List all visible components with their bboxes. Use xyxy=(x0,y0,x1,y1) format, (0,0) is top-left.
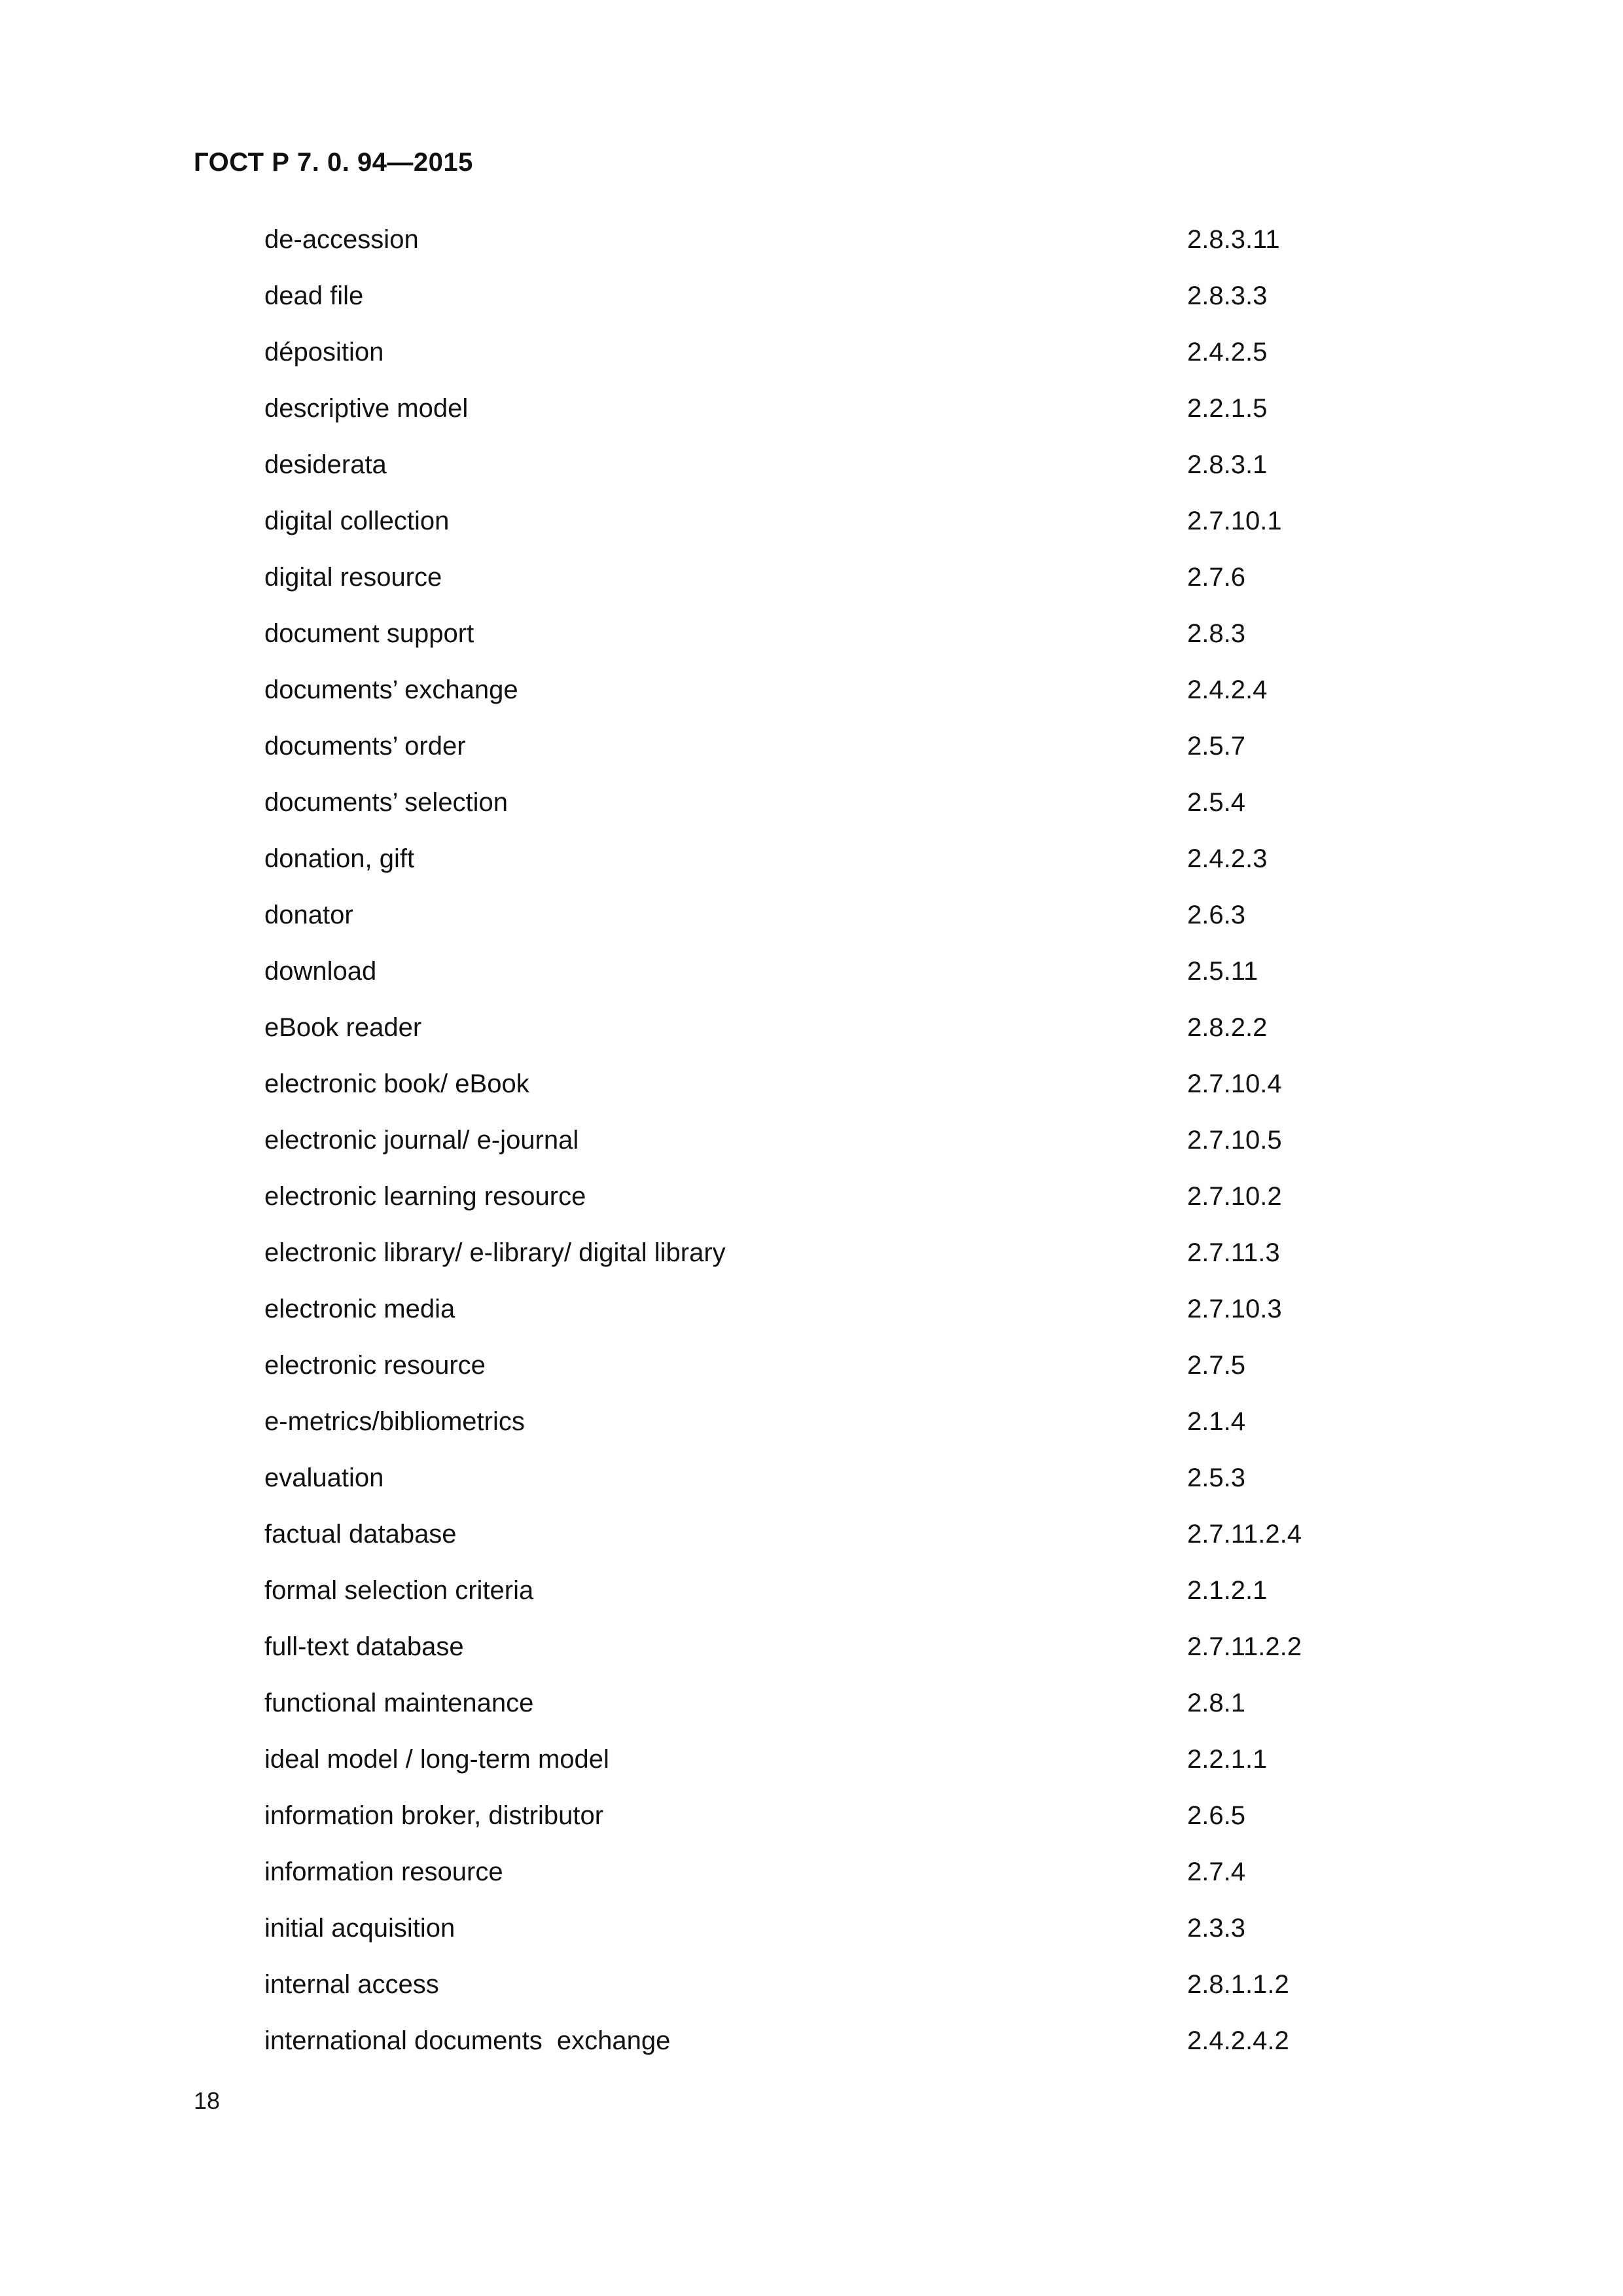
index-section-ref: 2.7.11.2.4 xyxy=(1187,1520,1302,1549)
index-entry xyxy=(264,564,1377,620)
index-section-ref: 2.5.4 xyxy=(1187,788,1245,817)
index-term-list xyxy=(264,226,1377,2084)
index-section-ref: 2.7.5 xyxy=(1187,1351,1245,1380)
index-section-ref: 2.8.1.1.2 xyxy=(1187,1970,1289,1999)
index-term: evaluation xyxy=(264,1463,384,1492)
index-entry xyxy=(264,789,1377,846)
index-term: initial acquisition xyxy=(264,1914,455,1943)
document-header: ГОСТ Р 7. 0. 94—2015 xyxy=(194,148,473,177)
index-entry xyxy=(264,452,1377,508)
index-term: e-metrics/bibliometrics xyxy=(264,1407,525,1436)
index-term: download xyxy=(264,957,377,986)
index-entry xyxy=(264,1690,1377,1746)
index-term: documents’ selection xyxy=(264,788,508,817)
index-entry xyxy=(264,1352,1377,1408)
index-section-ref: 2.6.5 xyxy=(1187,1801,1245,1830)
index-entry xyxy=(264,1408,1377,1465)
index-term: digital collection xyxy=(264,507,450,535)
index-term: functional maintenance xyxy=(264,1689,534,1717)
index-section-ref: 2.2.1.5 xyxy=(1187,394,1268,423)
index-entry xyxy=(264,902,1377,958)
index-entry xyxy=(264,677,1377,733)
index-section-ref: 2.4.2.4 xyxy=(1187,675,1268,704)
index-section-ref: 2.1.2.1 xyxy=(1187,1576,1268,1605)
index-entry xyxy=(264,508,1377,564)
index-entry xyxy=(264,1183,1377,1240)
index-term: document support xyxy=(264,619,474,648)
index-entry xyxy=(264,1915,1377,1971)
index-entry xyxy=(264,1127,1377,1183)
index-section-ref: 2.7.11.3 xyxy=(1187,1238,1280,1267)
index-section-ref: 2.2.1.1 xyxy=(1187,1745,1268,1774)
index-section-ref: 2.4.2.3 xyxy=(1187,844,1268,873)
index-term: dead file xyxy=(264,281,364,310)
index-entry xyxy=(264,958,1377,1014)
index-entry xyxy=(264,1296,1377,1352)
index-entry xyxy=(264,1521,1377,1577)
index-section-ref: 2.8.1 xyxy=(1187,1689,1245,1717)
index-entry xyxy=(264,2028,1377,2084)
index-section-ref: 2.7.10.3 xyxy=(1187,1295,1282,1323)
index-entry xyxy=(264,846,1377,902)
index-entry xyxy=(264,1465,1377,1521)
index-entry xyxy=(264,339,1377,395)
index-section-ref: 2.8.3.3 xyxy=(1187,281,1268,310)
index-entry xyxy=(264,733,1377,789)
index-term: electronic media xyxy=(264,1295,455,1323)
index-section-ref: 2.4.2.5 xyxy=(1187,338,1268,367)
index-section-ref: 2.7.6 xyxy=(1187,563,1245,592)
index-section-ref: 2.8.3.11 xyxy=(1187,225,1280,254)
index-section-ref: 2.8.3 xyxy=(1187,619,1245,648)
index-section-ref: 2.5.3 xyxy=(1187,1463,1245,1492)
index-section-ref: 2.7.10.5 xyxy=(1187,1126,1282,1155)
index-term: documents’ order xyxy=(264,732,466,761)
index-section-ref: 2.8.3.1 xyxy=(1187,450,1268,479)
index-entry xyxy=(264,1240,1377,1296)
index-term: donation, gift xyxy=(264,844,415,873)
index-term: déposition xyxy=(264,338,384,367)
index-entry xyxy=(264,1971,1377,2028)
index-entry xyxy=(264,1859,1377,1915)
index-term: donator xyxy=(264,901,353,929)
index-term: electronic library/ e-library/ digital library xyxy=(264,1238,726,1267)
index-entry xyxy=(264,226,1377,283)
index-section-ref: 2.1.4 xyxy=(1187,1407,1245,1436)
index-section-ref: 2.7.11.2.2 xyxy=(1187,1632,1302,1661)
index-entry xyxy=(264,1071,1377,1127)
index-term: electronic resource xyxy=(264,1351,486,1380)
index-term: eBook reader xyxy=(264,1013,422,1042)
index-term: formal selection criteria xyxy=(264,1576,534,1605)
index-entry xyxy=(264,1577,1377,1634)
index-section-ref: 2.7.10.2 xyxy=(1187,1182,1282,1211)
index-term: international documents exchange xyxy=(264,2026,671,2055)
index-term: information broker, distributor xyxy=(264,1801,604,1830)
index-section-ref: 2.7.10.1 xyxy=(1187,507,1282,535)
index-section-ref: 2.6.3 xyxy=(1187,901,1245,929)
index-section-ref: 2.4.2.4.2 xyxy=(1187,2026,1289,2055)
index-section-ref: 2.3.3 xyxy=(1187,1914,1245,1943)
index-entry xyxy=(264,1803,1377,1859)
index-term: electronic learning resource xyxy=(264,1182,586,1211)
index-term: full-text database xyxy=(264,1632,464,1661)
index-entry xyxy=(264,395,1377,452)
index-term: electronic journal/ e-journal xyxy=(264,1126,579,1155)
index-term: descriptive model xyxy=(264,394,469,423)
index-entry xyxy=(264,1014,1377,1071)
index-term: ideal model / long-term model xyxy=(264,1745,609,1774)
index-term: documents’ exchange xyxy=(264,675,518,704)
index-term: internal access xyxy=(264,1970,439,1999)
index-entry xyxy=(264,283,1377,339)
index-section-ref: 2.5.11 xyxy=(1187,957,1258,986)
index-entry xyxy=(264,1746,1377,1803)
index-section-ref: 2.7.4 xyxy=(1187,1857,1245,1886)
index-entry xyxy=(264,620,1377,677)
index-term: factual database xyxy=(264,1520,457,1549)
index-term: digital resource xyxy=(264,563,442,592)
index-term: desiderata xyxy=(264,450,387,479)
index-section-ref: 2.7.10.4 xyxy=(1187,1069,1282,1098)
page-number: 18 xyxy=(194,2087,221,2114)
index-section-ref: 2.8.2.2 xyxy=(1187,1013,1268,1042)
index-term: information resource xyxy=(264,1857,503,1886)
index-section-ref: 2.5.7 xyxy=(1187,732,1245,761)
index-term: electronic book/ eBook xyxy=(264,1069,529,1098)
index-term: de-accession xyxy=(264,225,419,254)
index-entry xyxy=(264,1634,1377,1690)
